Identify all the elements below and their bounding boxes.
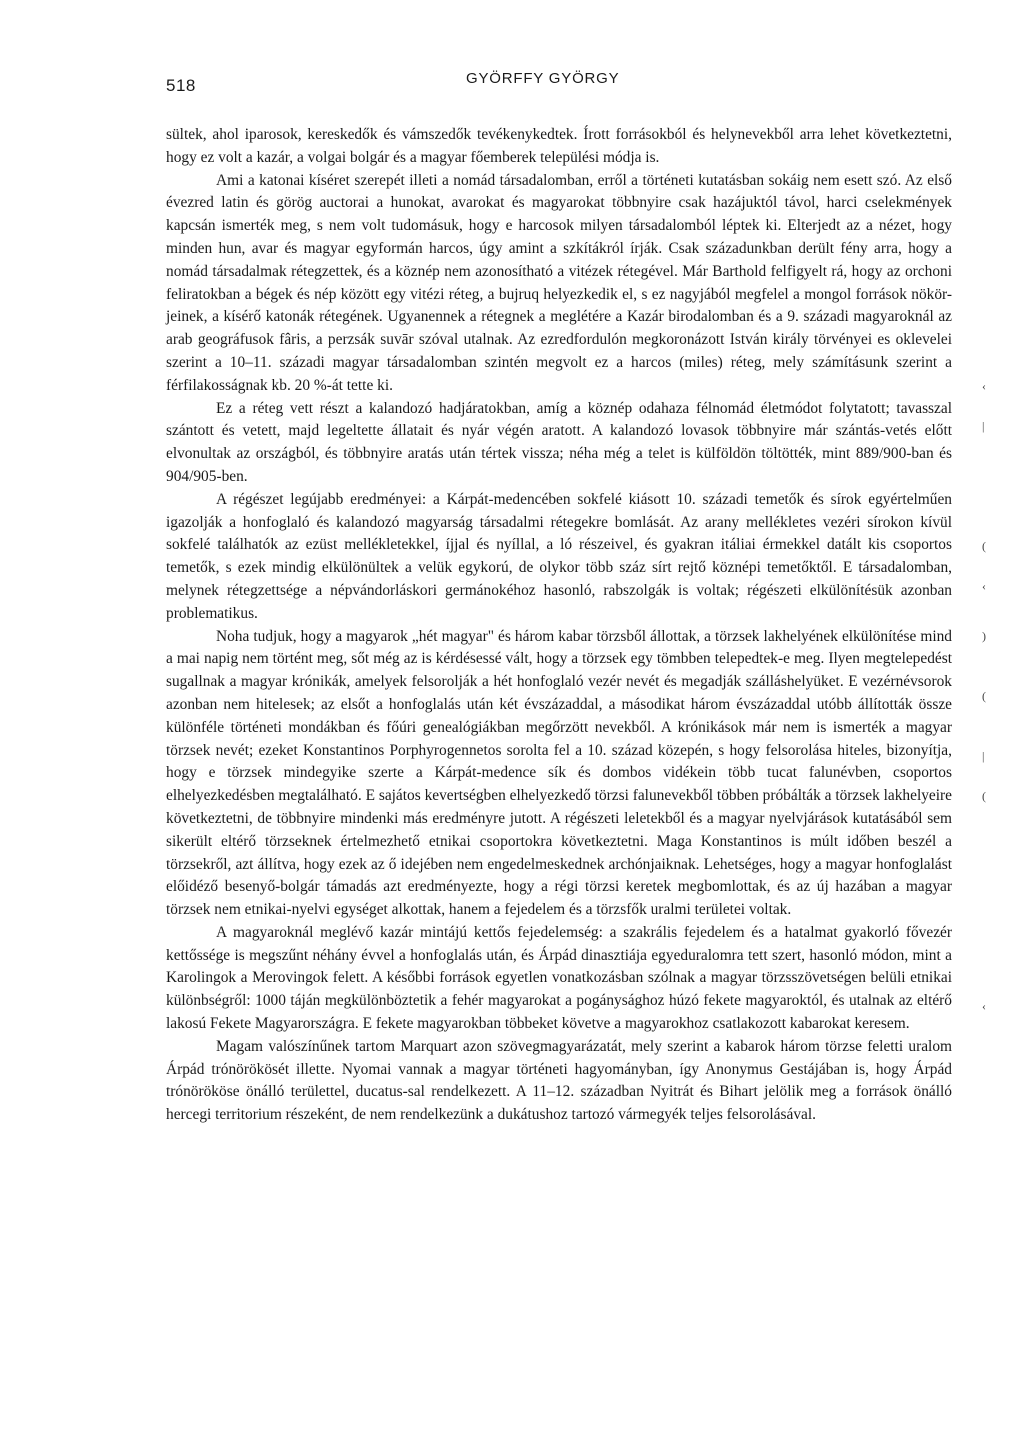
scan-mark: ) [982, 629, 986, 643]
paragraph: sültek, ahol iparosok, kereskedők és vámszedők tevékenykedtek. Írott forrásokból és helynevekből arra lehet következtetni, hogy ez volt a kazár, a volgai bolgár és a magyar főemberek települési módja is. [166, 126, 952, 166]
paragraph: Noha tudjuk, hogy a magyarok „hét magyar" és három kabar törzsből állottak, a törzsek lakhelyének elkülönítése mind a mai napig nem történt meg, sőt még az is kérdésessé vált, hogy a törzsek egy tömbben telepedtek-e meg. Ilyen megtelepedést sugallnak a magyar krónikák, amelyek felsorolják a hét honfoglaló vezér nevét és megadják szálláshelyüket. E vezérnévsorok azonban nem hitelesek; az elsőt a honfoglalás után két évszázaddal, a másodikat három évszázaddal utóbb állították össze különféle történeti mondákban és főúri genealógiákban megőrzött nevekből. A krónikások már nem is ismerték a magyar törzsek nevét; ezeket Konstantinos Porphyrogennetos sorolta fel a 10. század közepén, s hogy felsorolása hiteles, bizonyítja, hogy e törzsek mindegyike szerte a Kárpát-medence sík és dombos vidékein több tucat falunévben, csoportos elhelyezkedésben megtalálható. E sajátos kevertségben elhelyezkedő törzsi falunevekből többen próbálták a törzsek lakhelyeire következtetni, de többnyire mindenki más eredményre jutott. A régészeti leletekből és a magyar nyelvjárások kutatásából sem sikerült eltérő törzseknek értelmezhető etnikai csoportokra következtetni. Maga Konstantinos is múlt időben beszél a törzsekről, azt állítva, hogy ezek az ő idejében nem engedelmeskednek archónjaiknak. Lehetséges, hogy a magyar honfoglalást előidéző besenyő-bolgár támadás azt eredményezte, hogy a régi törzsi keretek megbomlottak, és az új hazában a magyar törzsek nem etnikai-nyelvi egységet alkottak, hanem a fejedelem és a törzsfők uralmi területei voltak. [166, 627, 952, 919]
scan-mark: ‹ [982, 999, 986, 1013]
book-page [166, 70, 952, 1127]
scan-mark: ( [982, 789, 986, 803]
scan-mark: | [982, 749, 985, 763]
scan-mark: ‹ [982, 379, 986, 393]
body-text [166, 124, 952, 1127]
paragraph: Ez a réteg vett részt a kalandozó hadjáratokban, amíg a köznép odahaza félnomád életmódot folytatott; tavasszal szántott és vetett, majd legeltette állatait és nyár végén aratott. A kalandozó lovasok többnyire már szántás-vetés előtt elvonultak az országból, és többnyire aratás után tértek vissza; néha még a telet is külföldön töltötték, mint 889/900-ban és 904/905-ben. [166, 399, 952, 485]
scan-mark: ‹ [982, 579, 986, 593]
scan-mark: ( [982, 689, 986, 703]
running-title: GYÖRFFY GYÖRGY [466, 70, 620, 87]
running-head [166, 70, 952, 100]
paragraph: Magam valószínűnek tartom Marquart azon szövegmagyarázatát, mely szerint a kabarok három törzse feletti uralom Árpád trónörökösét illette. Nyomai vannak a magyar történeti hagyományban, így Anonymus Gestájában is, hogy Árpád trónörököse önálló területtel, ducatus-sal rendelkezett. A 11–12. században Nyitrát és Bihart jelölik meg a források önálló hercegi territorium részeként, de nem rendelkezünk a dukátushoz tartozó vármegyék teljes felsorolásával. [166, 1037, 952, 1124]
paragraph: A régészet legújabb eredményei: a Kárpát-medencében sokfelé kiásott 10. századi temetők és sírok egyértelműen igazolják a honfoglaló és kalandozó magyarság társadalmi rétegekre bomlását. Az arany mellékletes vezéri sírokon kívül sokfelé találhatók az ezüst mellékletekkel, íjjal és nyíllal, a ló részeivel, és gyakran itáliai érmekkel datált kis csoportos temetők, s ezek mindig elkülönültek a velük egykorú, de olykor több száz sírt rejtő köznépi temetőktől. E társadalomban, melynek rétegzettsége a népvándorláskori germánokéhoz hasonló, rabszolgák is voltak; régészeti elkülönítésük azonban problematikus. [166, 490, 952, 622]
paragraph: A magyaroknál meglévő kazár mintájú kettős fejedelemség: a szakrális fejedelem és a hatalmat gyakorló fővezér kettőssége is megszűnt néhány évvel a honfoglalás után, és Árpád dinasztiája egyeduralomra tett szert, hasonló módon, mint a Karolingok a Merovingok felett. A későbbi források egyetlen vonatkozásban szólnak a magyar törzsszövetségen belüli etnikai különbségről: 1000 táján megkülönböztetik a fehér magyarokat a pogánysághoz húzó fekete magyaroktól, és utalnak az eltérő lakosú Fekete Magyarországra. E fekete magyarokban többeket követve a magyarokhoz csatlakozott kabarokat keresem. [166, 923, 952, 1033]
scan-mark: ( [982, 539, 986, 553]
scan-mark: | [982, 419, 985, 433]
page-number: 518 [166, 76, 196, 95]
paragraph: Ami a katonai kíséret szerepét illeti a nomád társadalomban, erről a történeti kutatásban sokáig nem esett szó. Az első évezred latin és görög auctorai a hunokat, avarokat és magyarokat többnyire csak hazájuktól távol, harci cselekmények kapcsán ismerték meg, s nem volt tudomásuk, hogy e harcosok milyen társadalomból léptek ki. Elterjedt az a nézet, hogy minden hun, avar és magyar egyformán harcos, úgy amint a szkítákról írják. Csak századunkban derült fény arra, hogy a nomád társadalmak rétegzettek, és a köznép nem azonosítható a vitézek rétegével. Már Barthold felfigyelt rá, hogy az orchoni feliratokban a bégek és nép között egy vitézi réteg, a bujruq helyezkedik el, s ez nagyjából megfelel a mongol források nökör-jeinek, a kísérő katonák rétegének. Ugyanennek a rétegnek a meglétére a Kazár birodalomban és a 9. századi magyaroknál az arab geográfusok fâris, a perzsák suvār szóval utalnak. Az ezredfordulón megkoronázott István király törvényei es oklevelei szerint a 10–11. századi magyar társadalomban szintén megvolt ez a harcos (miles) réteg, mely számításunk szerint a férfilakosságnak kb. 20 %-át tette ki. [166, 171, 952, 394]
